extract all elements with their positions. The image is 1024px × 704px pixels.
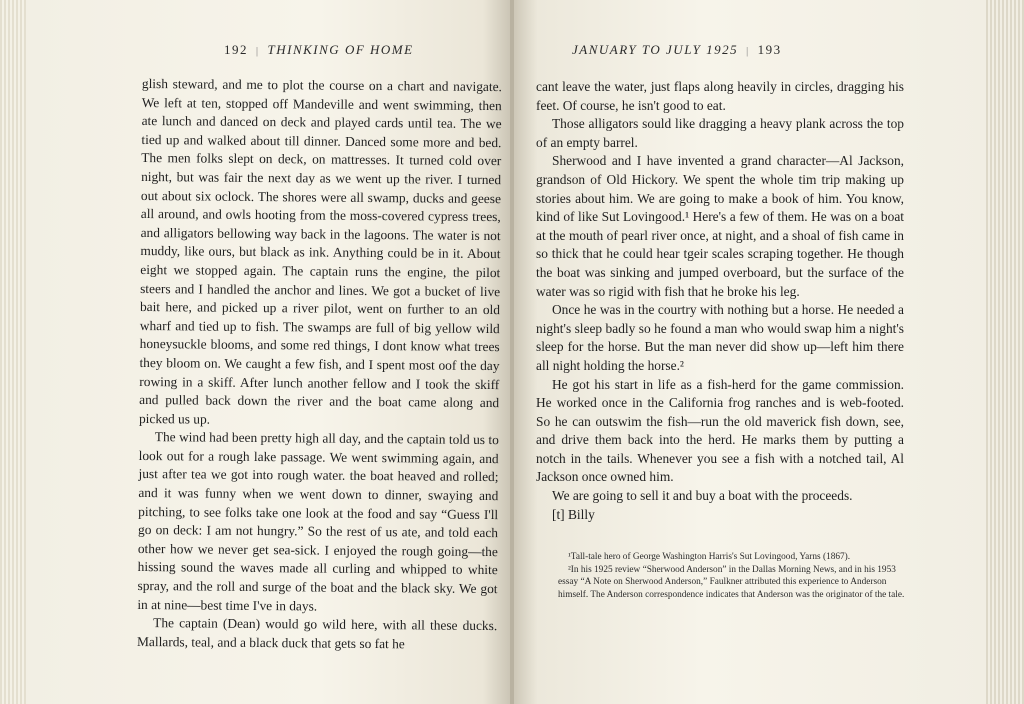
right-page-number: 193 <box>757 42 782 57</box>
right-paragraph-3: Sherwood and I have invented a grand character—Al Jackson, grandson of Old Hickory. We spent the whole tim trip making up stories about him. We are going to make a book of him. You know, kind of like Sut Lovingood.¹ Here's a few of them. He was on a boat at the mouth of pearl river once, at night, and a shoal of fish came in so thick that he could hear tgeir scales scraping together. He though the boat was sinking and jumped overboard, but the surface of the water was so rigid with fish that he broke his leg. <box>536 153 904 299</box>
left-page <box>26 0 512 704</box>
left-page-number: 192 <box>224 42 248 57</box>
footnotes <box>558 551 916 601</box>
header-separator: | <box>746 46 750 57</box>
left-paragraph-1: glish steward, and me to plot the course on a chart and navigate. We left at ten, stopped off Mandeville and went swimming, then ate lunch and danced on deck and played cards until tea. The we tied up and walked about till dinner. Danced some more and bed. The men folks slept on deck, on mattresses. It turned cold over night, but was fair the next day as we went up the river. I turned out about six oclock. The shores were all swamp, ducks and geese all around, and owls hooting from the moss-covered cypress trees, and alligators bellowing way back in the lagoons. The water is not muddy, like ours, but black as ink. Anything could be in it. About eight we stopped again. The captain runs the engine, the pilot steers and I handled the anchor and lines. We got a bucket of live bait here, and picked up a river pilot, went on further to an old wharf and tied up to fish. The swamps are full of big yellow wild honeysuckle blooms, and some red things, I dont know what trees they bloom on. We caught a few fish, and I spent most oof the day rowing in a skiff. After lunch another fellow and I took the skiff and pulled back down the river and the boat came along and picked us up. <box>138 75 502 427</box>
right-paragraph-2: Those alligators sould like dragging a heavy plank across the top of an empty barrel. <box>536 116 904 150</box>
left-running-head-title: THINKING OF HOME <box>267 42 414 57</box>
left-body-text <box>137 75 502 655</box>
left-paragraph-2: The wind had been pretty high all day, and the captain told us to look out for a rough lake passage. We went swimming again, and just after tea we got into rough water. the boat heaved and rolled; and it was funny when we went down to dinner, swaying and pitching, to see folks take one look at the food and say “Guess I'll go on deck: I am not hungry.” So the rest of us ate, and told each other how we never get sea-sick. I enjoyed the rough going—the hissing sound the waves made all curling and whipped to white spray, and the roll and surge of the boat and the black sky. We got in at nine—best time I've in days. <box>137 429 499 614</box>
left-paragraph-3: The captain (Dean) would go wild here, with all these ducks. Mallards, teal, and a black duck that gets so fat he <box>136 615 498 652</box>
right-paragraph-4: Once he was in the courtry with nothing but a horse. He needed a night's sleep badly so he found a man who would swap him a night's sleep for the horse. But the man never did show up—left him there all night holding the horse.² <box>536 302 904 373</box>
header-separator: | <box>256 46 260 57</box>
left-running-header <box>224 42 414 58</box>
right-paragraph-1: cant leave the water, just flaps along heavily in circles, dragging his feet. Of course, he isn't good to eat. <box>536 79 904 113</box>
right-running-head-title: JANUARY TO JULY 1925 <box>572 42 739 57</box>
right-running-header <box>572 42 782 58</box>
right-page-edges <box>984 0 1024 704</box>
footnote-2: ²In his 1925 review “Sherwood Anderson” in the Dallas Morning News, and in his 1953 essay “A Note on Sherwood Anderson,” Faulkner attributed this experience to Anderson himself. The Anderson correspondence indicates that Anderson was the originator of the tale. <box>558 564 905 600</box>
right-paragraph-6: We are going to sell it and buy a boat with the proceeds. <box>552 488 853 504</box>
right-page <box>514 0 986 704</box>
right-paragraph-5: He got his start in life as a fish-herd for the game commission. He worked once in the California frog ranches and is web-footed. So he can outswim the fish—run the old maverick fish down, see, and drive them back into the herd. He marks them by putting a notch in the tails. Whenever you see a fish with a notched tail, Al Jackson once owned him. <box>536 376 904 485</box>
right-body-text <box>536 78 904 524</box>
letter-signature: [t] Billy <box>552 506 595 522</box>
left-page-edges <box>0 0 28 704</box>
footnote-1: ¹Tall-tale hero of George Washington Harris's Sut Lovingood, Yarns (1867). <box>568 552 851 562</box>
